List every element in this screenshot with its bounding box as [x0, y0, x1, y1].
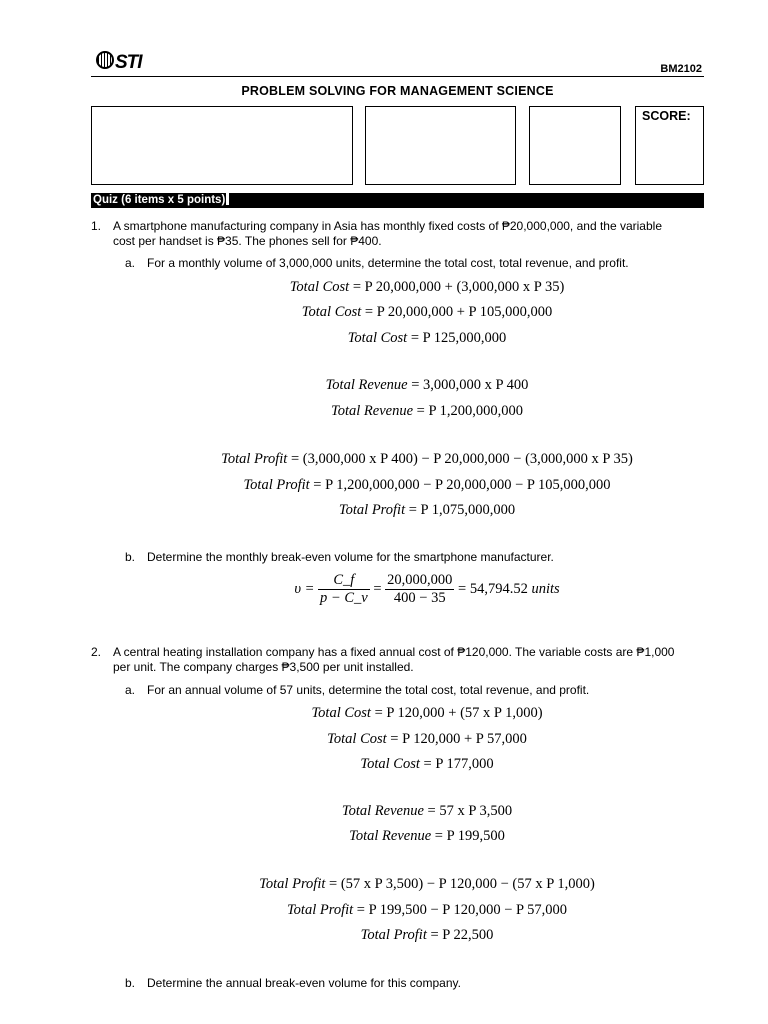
eq-rhs: = P 120,000 + (57 x P 1,000) [374, 705, 543, 721]
be-unit: units [531, 580, 560, 597]
eq-rhs: = (3,000,000 x P 400) − P 20,000,000 − (3,000,000 x P 35) [290, 451, 633, 467]
eq-rhs: = 57 x P 3,500 [427, 803, 513, 819]
section-box[interactable] [365, 106, 516, 185]
globe-icon [96, 51, 114, 69]
be-fraction-values [385, 572, 454, 607]
q2-text-line1: A central heating installation company has a fixed annual cost of ₱120,000. The variable costs are ₱1,000 [113, 645, 675, 659]
eq-label: Total Revenue [331, 403, 414, 419]
q1-total-cost-2 [91, 304, 763, 321]
q2b-text: Determine the annual break-even volume for this company. [147, 976, 461, 990]
be-den2: 400 − 35 [393, 590, 446, 606]
q2-number: 2. [91, 645, 102, 659]
logo-text: STI [115, 52, 142, 73]
eq-label: Total Revenue [341, 803, 424, 819]
q1-text-line1: A smartphone manufacturing company in Asia has monthly fixed costs of ₱20,000,000, and the variable [113, 219, 662, 233]
q1-break-even-equation: υ = $\frac{C\_f}{p - C\_v}$ = $\frac{20,000,000}{400 - 35}$ = 54,794.52 units [294, 572, 560, 606]
q1-total-cost-3 [91, 330, 763, 347]
be-fraction-formula [318, 572, 370, 607]
be-den1: p − C_v [320, 590, 368, 606]
eq-label: Total Profit [360, 927, 427, 943]
score-box[interactable] [635, 106, 704, 185]
be-num1: C_f [318, 572, 370, 590]
q1-total-cost-1 [91, 279, 763, 296]
eq-rhs: = P 22,500 [430, 927, 494, 943]
q1a-letter: a. [125, 256, 136, 270]
be-result: = 54,794.52 [458, 580, 528, 597]
name-box[interactable] [91, 106, 353, 185]
q2a-text: For an annual volume of 57 units, determine the total cost, total revenue, and profit. [147, 683, 590, 697]
q2-total-cost-3 [91, 756, 763, 773]
eq-label: Total Cost [289, 279, 350, 295]
eq-label: Total Revenue [325, 377, 408, 393]
date-box[interactable] [529, 106, 621, 185]
q2-total-profit-3 [91, 927, 763, 944]
eq-label: Total Profit [338, 502, 406, 518]
eq-rhs: = P 199,500 − P 120,000 − P 57,000 [356, 902, 568, 918]
eq-rhs: = (57 x P 3,500) − P 120,000 − (57 x P 1,000) [329, 876, 595, 892]
eq-rhs: = P 1,200,000,000 − P 20,000,000 − P 105,000,000 [313, 477, 611, 493]
sti-logo [96, 51, 142, 74]
eq-label: Total Profit [259, 876, 326, 892]
q1-total-revenue-1 [91, 377, 763, 394]
eq-rhs: = P 1,200,000,000 [416, 403, 523, 419]
eq-label: Total Cost [311, 705, 371, 721]
be-num2: 20,000,000 [387, 572, 453, 588]
eq-rhs: = 3,000,000 x P 400 [411, 377, 529, 393]
eq-label: Total Cost [301, 304, 362, 320]
eq-rhs: = P 120,000 + P 57,000 [390, 731, 527, 747]
eq-rhs: = P 20,000,000 + P 105,000,000 [364, 304, 553, 320]
document-title: PROBLEM SOLVING FOR MANAGEMENT SCIENCE [241, 84, 554, 98]
quiz-bar [91, 193, 704, 208]
q2-total-revenue-1 [91, 803, 763, 820]
q2b-letter: b. [125, 976, 136, 990]
eq-rhs: = P 177,000 [423, 756, 494, 772]
q1-text-line2: cost per handset is ₱35. The phones sell for ₱400. [113, 234, 382, 248]
q1-number: 1. [91, 219, 102, 233]
q2-total-cost-2 [91, 731, 763, 748]
q2-total-cost-1 [91, 705, 763, 722]
q1a-text: For a monthly volume of 3,000,000 units, determine the total cost, total revenue, and profit. [147, 256, 629, 270]
q2-total-revenue-2 [91, 828, 763, 845]
eq-label: Total Profit [221, 451, 288, 467]
q1b-text: Determine the monthly break-even volume for the smartphone manufacturer. [147, 550, 554, 564]
eq-rhs: = P 125,000,000 [410, 330, 507, 346]
eq-label: Total Revenue [349, 828, 432, 844]
eq-label: Total Cost [347, 330, 408, 346]
text-cursor [226, 193, 229, 205]
eq-rhs: = P 1,075,000,000 [408, 502, 516, 518]
eq-rhs: = P 20,000,000 + (3,000,000 x P 35) [352, 279, 565, 295]
q2-total-profit-2 [91, 902, 763, 919]
q2a-letter: a. [125, 683, 136, 697]
eq-label: Total Cost [360, 756, 420, 772]
header-rule [91, 76, 704, 77]
q1-total-revenue-2 [91, 403, 763, 420]
eq-label: Total Profit [286, 902, 354, 918]
eq-label: Total Cost [327, 731, 387, 747]
q1-total-profit-3 [91, 502, 763, 519]
q1b-letter: b. [125, 550, 136, 564]
course-code: BM2102 [660, 63, 702, 75]
score-label: SCORE: [642, 109, 691, 123]
eq-label: Total Profit [243, 477, 310, 493]
q2-total-profit-1 [91, 876, 763, 893]
q2-text-line2: per unit. The company charges ₱3,500 per unit installed. [113, 660, 414, 674]
q1-total-profit-2 [91, 477, 763, 494]
q1-total-profit-1 [91, 451, 763, 468]
eq-rhs: = P 199,500 [434, 828, 505, 844]
quiz-bar-label: Quiz (6 items x 5 points) [93, 194, 226, 206]
be-lhs: υ = [294, 580, 315, 597]
